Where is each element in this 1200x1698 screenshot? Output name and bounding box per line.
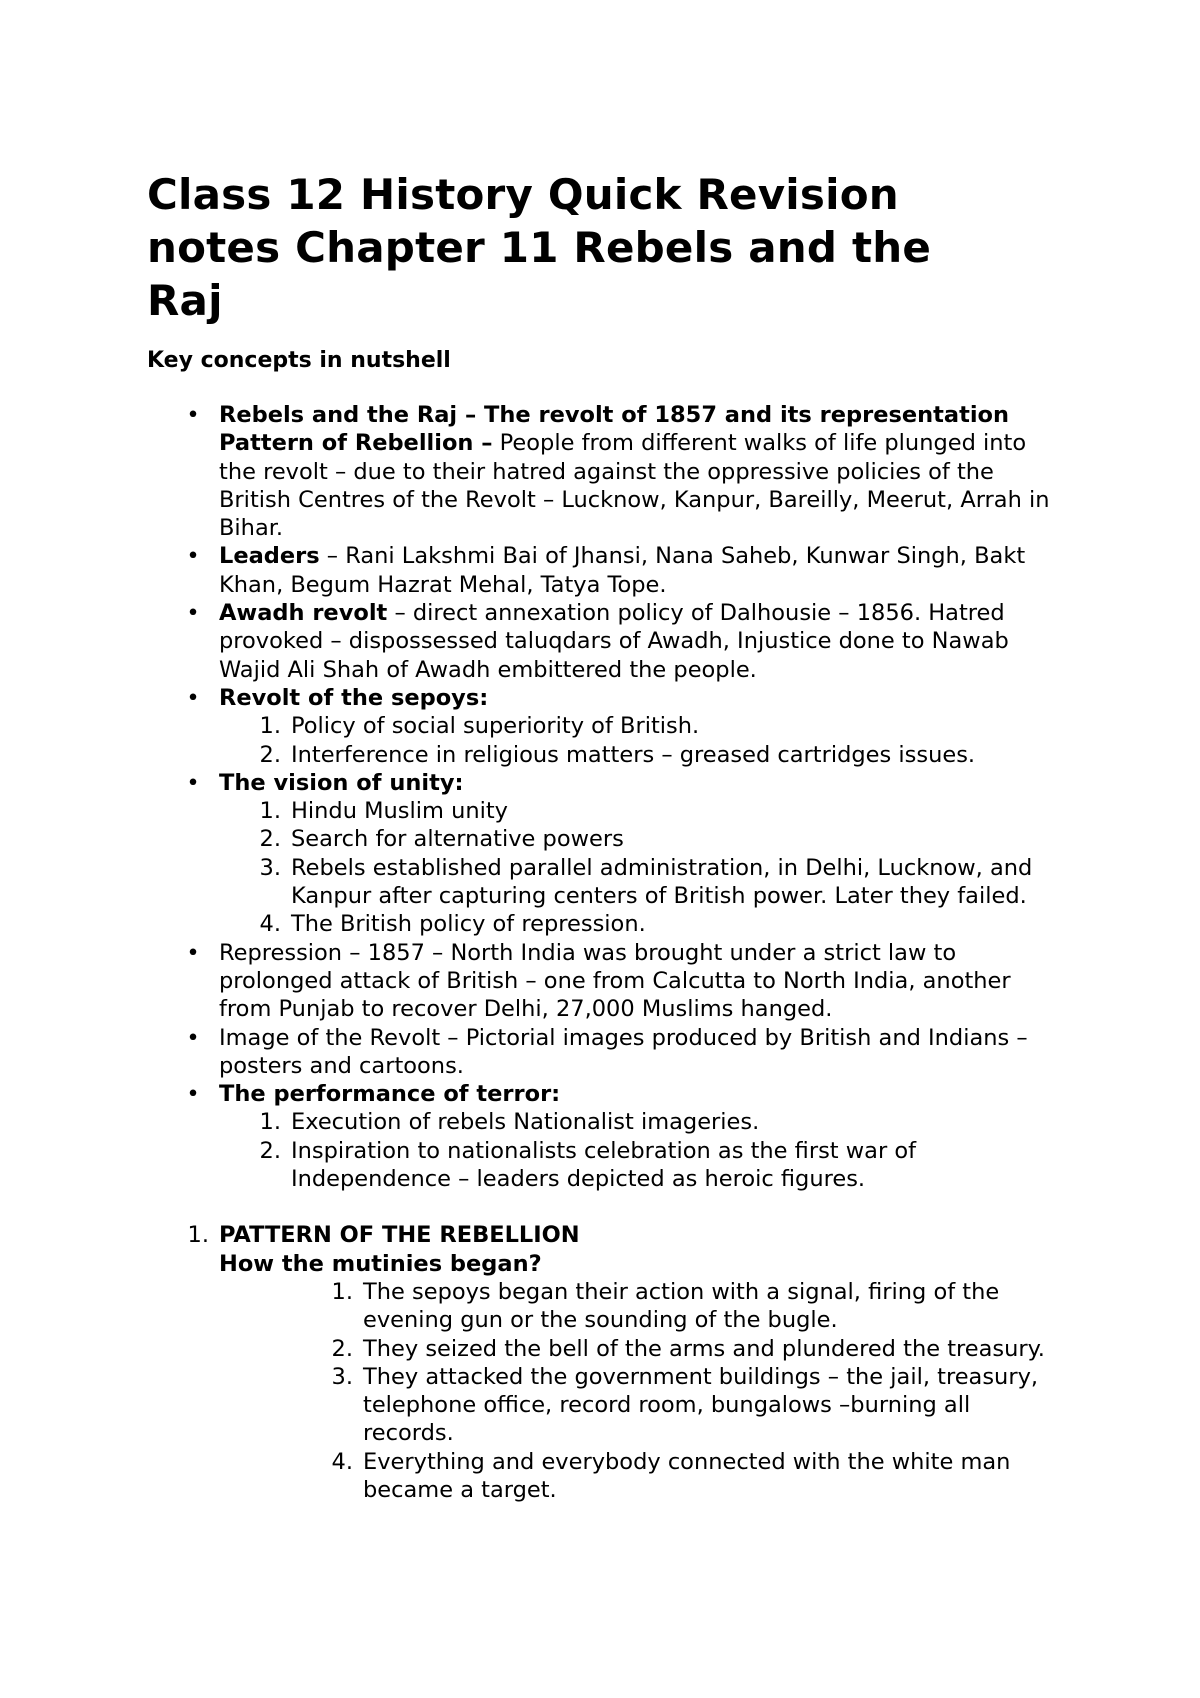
bullet-content <box>219 599 1067 684</box>
sub-item-number: 4. <box>259 911 281 938</box>
section-item-number: 1. <box>331 1278 353 1305</box>
bullet-content <box>219 542 1067 599</box>
section-item <box>219 1448 1067 1505</box>
sub-item-text: Hindu Muslim unity <box>291 798 509 825</box>
sub-item-number: 2. <box>259 741 281 768</box>
sub-item <box>147 1137 1067 1194</box>
bullet-bold-text: The vision of unity: <box>219 769 464 796</box>
sub-item-number: 1. <box>259 798 281 825</box>
sub-item-number: 2. <box>259 1137 281 1164</box>
sub-item <box>147 741 1067 769</box>
bullet-dot: • <box>186 543 200 570</box>
bullet-item <box>147 1024 1067 1081</box>
title-line-2: notes Chapter 11 Rebels and the <box>147 223 932 272</box>
sub-item <box>147 910 1067 938</box>
bullet-item <box>147 599 1067 684</box>
sub-item-text: Policy of social superiority of British. <box>291 713 700 740</box>
bullet-bold-text: Revolt of the sepoys: <box>219 684 489 711</box>
section-item-text: They seized the bell of the arms and plundered the treasury. <box>363 1335 1045 1362</box>
section-number: 1. <box>187 1222 209 1249</box>
bullet-dot: • <box>186 402 200 428</box>
sub-item-number: 1. <box>259 1109 281 1136</box>
pattern-section <box>147 1221 1067 1504</box>
sub-item-number: 1. <box>259 713 281 740</box>
bullet-text: – direct annexation policy of Dalhousie – 1856. Hatred provoked – dispossessed taluqdars of Awadh, Injustice done to Nawab Wajid Ali Shah of Awadh embittered the people. <box>219 600 1009 683</box>
bullet-text: People from different walks of life plunged into the revolt – due to their hatred against the oppressive policies of the British Centres of the Revolt – Lucknow, Kanpur, Bareilly, Meerut, Arrah in Bihar. <box>219 430 1050 542</box>
section-item <box>219 1278 1067 1335</box>
section-item-text: The sepoys began their action with a signal, firing of the evening gun or the sounding of the bugle. <box>363 1278 1000 1334</box>
bullet-dot: • <box>186 1081 200 1108</box>
bullet-content <box>219 769 1067 797</box>
bullet-dot: • <box>186 769 200 796</box>
section-item <box>219 1363 1067 1448</box>
sub-item-text: Interference in religious matters – greased cartridges issues. <box>291 741 976 768</box>
title-line-1: Class 12 History Quick Revision <box>147 170 899 219</box>
sub-item <box>147 712 1067 740</box>
bullet-content <box>219 401 1067 542</box>
section-item <box>219 1335 1067 1363</box>
bullet-item <box>147 939 1067 1024</box>
bullet-text: Image of the Revolt – Pictorial images produced by British and Indians – posters and cartoons. <box>219 1024 1028 1079</box>
bullet-dot: • <box>186 1024 200 1051</box>
bullet-item <box>147 1080 1067 1193</box>
section-heading: PATTERN OF THE REBELLION <box>219 1222 580 1249</box>
subtitle: Key concepts in nutshell <box>147 348 451 373</box>
bullet-text: – Rani Lakshmi Bai of Jhansi, Nana Saheb, Kunwar Singh, Bakt Khan, Begum Hazrat Mehal, Tatya Tope. <box>219 543 1026 598</box>
section-item-text: Everything and everybody connected with the white man became a target. <box>363 1448 1011 1503</box>
sub-item-text: The British policy of repression. <box>291 911 646 938</box>
bullet-item <box>147 769 1067 939</box>
sub-item <box>147 825 1067 853</box>
bullet-content <box>219 1024 1067 1081</box>
sub-item-text: Execution of rebels Nationalist imageries. <box>291 1109 760 1136</box>
section-subheading: How the mutinies began? <box>219 1250 542 1277</box>
bullet-bold-text: Leaders <box>219 543 320 570</box>
bullet-dot: • <box>186 600 200 627</box>
section-item-number: 2. <box>331 1335 353 1362</box>
section-item-text: They attacked the government buildings – the jail, treasury, telephone office, record room, bungalows –burning all records. <box>363 1363 1039 1447</box>
bullet-item <box>147 401 1067 542</box>
sub-item-list <box>147 797 1067 938</box>
bullet-content <box>219 1080 1067 1108</box>
sub-item <box>147 1108 1067 1136</box>
bullet-content <box>219 684 1067 712</box>
sub-item-text: Rebels established parallel administration, in Delhi, Lucknow, and Kanpur after capturing centers of British power. Later they failed. <box>291 854 1033 910</box>
bullet-dot: • <box>186 684 200 711</box>
section-item-number: 3. <box>331 1363 353 1390</box>
sub-item <box>147 854 1067 911</box>
sub-item-list <box>147 1108 1067 1193</box>
bullet-bold-text: Awadh revolt <box>219 600 388 627</box>
sub-item-list <box>147 712 1067 769</box>
sub-item-text: Search for alternative powers <box>291 826 624 853</box>
bullet-content <box>219 939 1067 1024</box>
bullet-dot: • <box>186 939 200 966</box>
sub-item-number: 2. <box>259 826 281 853</box>
sub-item-text: Inspiration to nationalists celebration as the first war of Independence – leaders depicted as heroic figures. <box>291 1137 917 1193</box>
bullet-bold-text: The performance of terror: <box>219 1081 561 1108</box>
sub-item-number: 3. <box>259 854 281 881</box>
bullet-item <box>147 684 1067 769</box>
sub-item <box>147 797 1067 825</box>
concept-bullet-list <box>147 401 1067 1193</box>
section-item-number: 4. <box>331 1448 353 1475</box>
document-page <box>147 168 1067 1504</box>
bullet-item <box>147 542 1067 599</box>
document-title <box>147 168 1067 327</box>
bullet-text: Repression – 1857 – North India was brought under a strict law to prolonged attack of British – one from Calcutta to North India, another from Punjab to recover Delhi, 27,000 Muslims hanged. <box>219 939 1011 1023</box>
section-item-list <box>219 1278 1067 1504</box>
bullet-bold-text: Rebels and the Raj – The revolt of 1857 and its representation Pattern of Rebellion – <box>219 402 1010 457</box>
title-line-3: Raj <box>147 276 223 325</box>
